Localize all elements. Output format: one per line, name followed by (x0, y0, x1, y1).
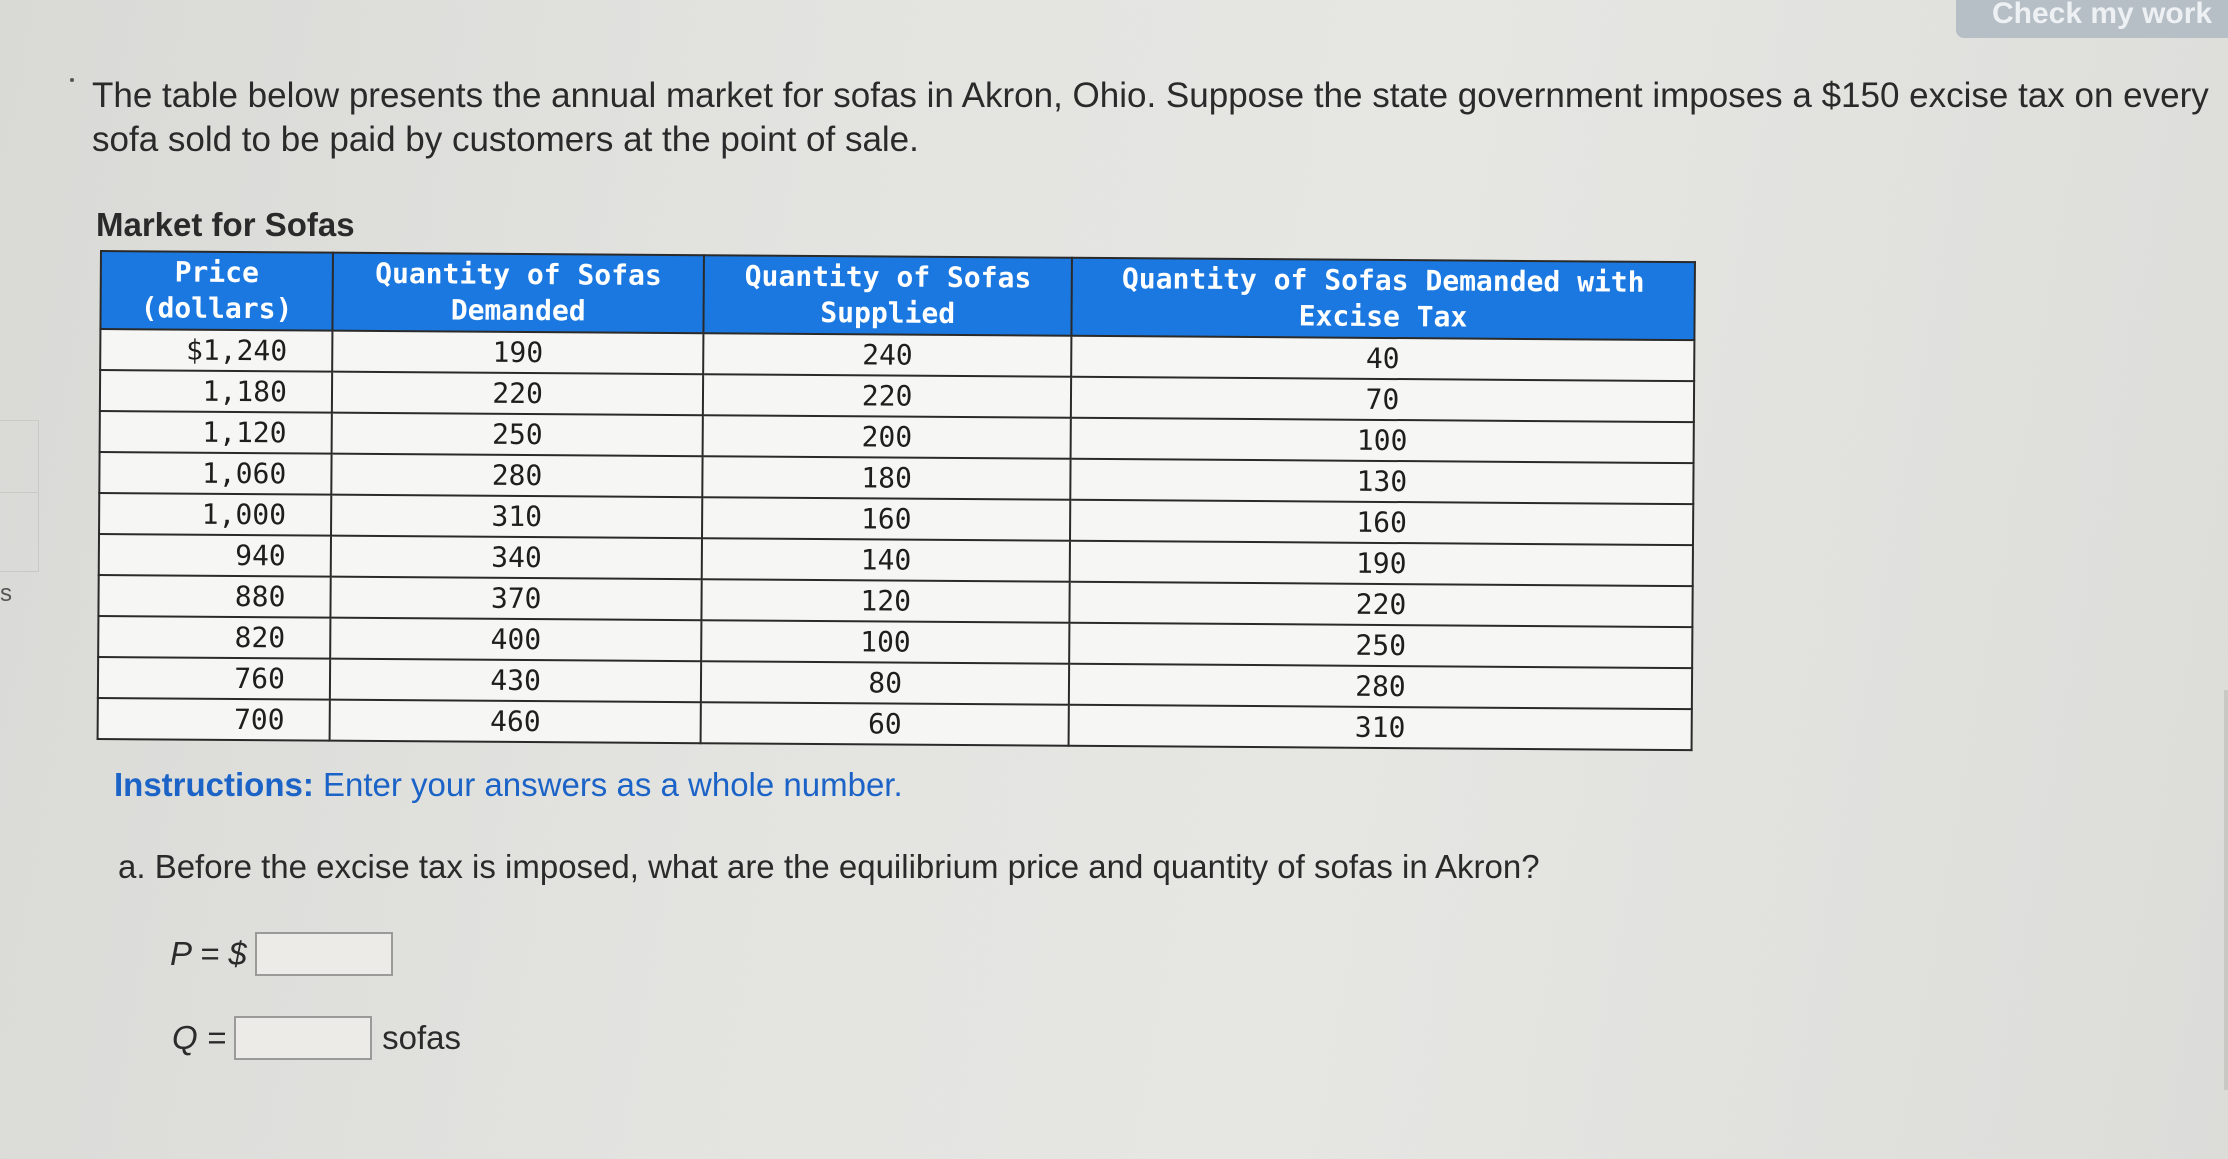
supplied-cell: 200 (703, 415, 1071, 459)
demanded-cell: 310 (331, 495, 703, 539)
supplied-cell: 180 (703, 456, 1071, 500)
check-my-work-button[interactable]: Check my work (1956, 0, 2228, 38)
header-price: Price (dollars) (100, 251, 332, 331)
header-quantity-supplied: Quantity of Sofas Supplied (704, 255, 1072, 336)
demanded-with-tax-cell: 190 (1070, 541, 1693, 586)
supplied-cell: 160 (702, 497, 1070, 541)
supplied-cell: 100 (702, 620, 1070, 664)
demanded-cell: 460 (329, 700, 701, 744)
price-cell: $1,240 (100, 329, 332, 372)
left-panel-divider (0, 492, 38, 493)
demanded-cell: 250 (331, 413, 703, 457)
demanded-with-tax-cell: 40 (1071, 336, 1694, 381)
supplied-cell: 80 (701, 661, 1069, 705)
header-quantity-demanded-with-tax: Quantity of Sofas Demanded with Excise Tax (1071, 258, 1695, 340)
supplied-cell: 240 (704, 333, 1072, 377)
demanded-cell: 400 (330, 618, 702, 662)
price-input[interactable] (255, 932, 393, 976)
market-table (97, 250, 1696, 751)
demanded-with-tax-cell: 280 (1069, 664, 1692, 709)
price-cell: 760 (98, 657, 330, 700)
question-a: a. Before the excise tax is imposed, what are the equilibrium price and quantity of sofas in Akron? (118, 848, 1540, 885)
price-cell: 1,120 (100, 411, 332, 454)
problem-intro: The table below presents the annual market for sofas in Akron, Ohio. Suppose the state government imposes a $150 excise tax on every sofa sold to be paid by customers at the point of sale. (92, 76, 2209, 159)
demanded-with-tax-cell: 130 (1070, 459, 1693, 504)
demanded-cell: 430 (330, 659, 702, 703)
supplied-cell: 220 (703, 374, 1071, 418)
table-header-row (100, 251, 1695, 340)
scrollbar[interactable] (2224, 690, 2228, 1090)
table-title: Market for Sofas (96, 206, 355, 243)
supplied-cell: 60 (701, 702, 1069, 746)
demanded-cell: 280 (331, 454, 703, 498)
price-cell: 880 (98, 575, 330, 618)
quantity-input[interactable] (234, 1016, 372, 1060)
demanded-cell: 190 (332, 331, 704, 375)
demanded-cell: 340 (331, 536, 703, 580)
demanded-cell: 370 (330, 577, 702, 621)
quantity-answer-row (172, 1016, 461, 1060)
quantity-unit: sofas (382, 1019, 461, 1056)
instructions (114, 766, 903, 804)
price-cell: 700 (98, 698, 330, 741)
supplied-cell: 120 (702, 579, 1070, 623)
price-cell: 940 (99, 534, 331, 577)
demanded-with-tax-cell: 310 (1069, 705, 1692, 750)
demanded-with-tax-cell: 100 (1071, 418, 1694, 463)
demanded-with-tax-cell: 220 (1069, 582, 1692, 627)
price-cell: 1,180 (100, 370, 332, 413)
price-answer-row (170, 932, 393, 976)
left-panel-edge (0, 420, 39, 572)
demanded-with-tax-cell: 250 (1069, 623, 1692, 668)
header-quantity-demanded: Quantity of Sofas Demanded (332, 253, 704, 334)
bullet-dot (70, 78, 74, 82)
price-cell: 1,000 (99, 493, 331, 536)
demanded-with-tax-cell: 70 (1071, 377, 1694, 422)
demanded-with-tax-cell: 160 (1070, 500, 1693, 545)
supplied-cell: 140 (702, 538, 1070, 582)
price-cell: 820 (98, 616, 330, 659)
instructions-label: Instructions: (114, 766, 314, 803)
price-label: P = $ (170, 935, 247, 972)
demanded-cell: 220 (332, 372, 704, 416)
instructions-text: Enter your answers as a whole number. (323, 766, 903, 803)
price-cell: 1,060 (99, 452, 331, 495)
quantity-label: Q = (172, 1019, 227, 1056)
left-panel-partial-text: s (0, 580, 12, 607)
